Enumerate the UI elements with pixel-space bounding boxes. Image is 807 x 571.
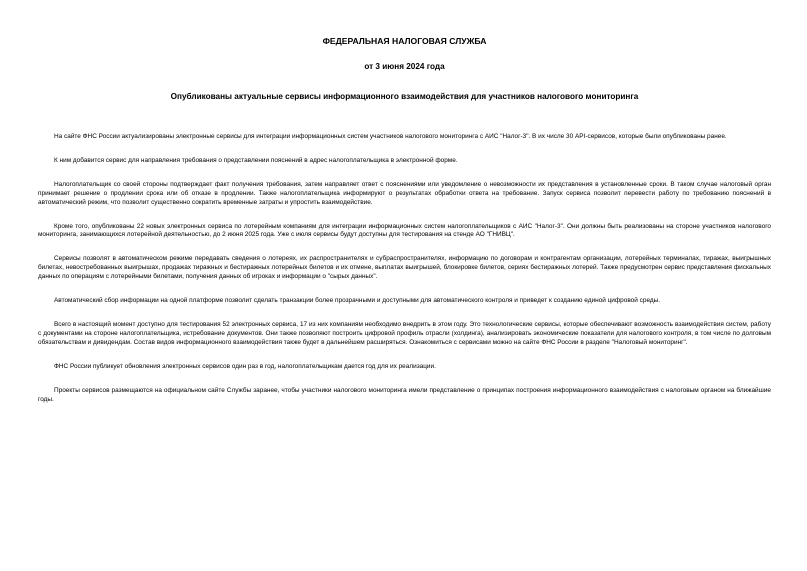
- paragraph-4: Кроме того, опубликованы 22 новых электронных сервиса по лотерейным компаниям для интеграции информационных систем налогоплательщиков с АИС "Налог-3". Они должны быть реализованы на стороне участников налогового мониторинга, занимающихся лотерейной деятельностью, до 2 июня 2025 года. Уже с июля сервисы будут доступны для тестирования на стенде АО "ГНИВЦ".: [38, 222, 771, 239]
- paragraph-5: Сервисы позволят в автоматическом режиме передавать сведения о лотереях, их распространителях и субраспространителях, информацию по договорам и контрагентам организации, лотерейных терминалах, тиражах, выигрышных билетах, невостребованных выигрышах, продажах тиражных и бестиражных лотерейных билетов и их отмене, выплатах выигрышей, блокировке билетов, сериях бестиражных лотерей. Также предусмотрен сервис представления фискальных данных по операциям с лотерейными билетами, получения данных об игроках и информации о "сырых данных".: [38, 255, 771, 281]
- agency-name: ФЕДЕРАЛЬНАЯ НАЛОГОВАЯ СЛУЖБА: [322, 36, 487, 46]
- paragraph-3: Налогоплательщик со своей стороны подтверждает факт получения требования, затем направляет ответ с пояснениями или уведомление о невозможности их представления в установленные сроки. В таком случае налоговый орган принимает решение о продлении срока или об отказе в продлении. Также налогоплательщика информируют о результатах обработки ответа на требование. Запуск сервиса позволит перевести работу по требованию пояснений в автоматический режим, что позволит существенно сократить временные затраты и упростить взаимодействие.: [38, 180, 771, 206]
- document-body: [38, 133, 771, 404]
- paragraph-6: Автоматический сбор информации на одной платформе позволит сделать транзакции более прозрачными и доступными для автоматического контроля и приведет к созданию единой цифровой среды.: [54, 297, 661, 305]
- paragraph-1: На сайте ФНС России актуализированы электронные сервисы для интеграции информационных систем участников налогового мониторинга с АИС "Налог-3". В их числе 30 API-сервисов, которые были опубликованы ранее.: [54, 133, 727, 140]
- document-title: Опубликованы актуальные сервисы информационного взаимодействия для участников налогового мониторинга: [170, 92, 639, 101]
- paragraph-7: Всего в настоящий момент доступно для тестирования 52 электронных сервиса, 17 из них компаниям необходимо внедрить в этом году. Это технологические сервисы, которые обеспечивают возможность взаимодействия систем, работу с документами на стороне налогоплательщика, истребование документов. Они также позволяют построить цифровой профиль отрасли (холдинга), анализировать экономические показатели для налогового контроля, в том числе по долговым обязательствам и дивидендам. Состав видов информационного взаимодействия также будет в дальнейшем расширяться. Ознакомиться с сервисами можно на сайте ФНС России в разделе "Налоговый мониторинг".: [38, 320, 771, 346]
- paragraph-9: Проекты сервисов размещаются на официальном сайте Службы заранее, чтобы участники налогового мониторинга имели представление о принципах построения информационного взаимодействия с налоговым органом на ближайшие годы.: [38, 386, 771, 403]
- paragraph-2: К ним добавится сервис для направления требования о представлении пояснений в адрес налогоплательщика в электронной форме.: [54, 156, 458, 164]
- publication-date: от 3 июня 2024 года: [364, 62, 445, 71]
- paragraph-8: ФНС России публикует обновления электронных сервисов один раз в год, налогоплательщикам дается год для их реализации.: [54, 362, 436, 370]
